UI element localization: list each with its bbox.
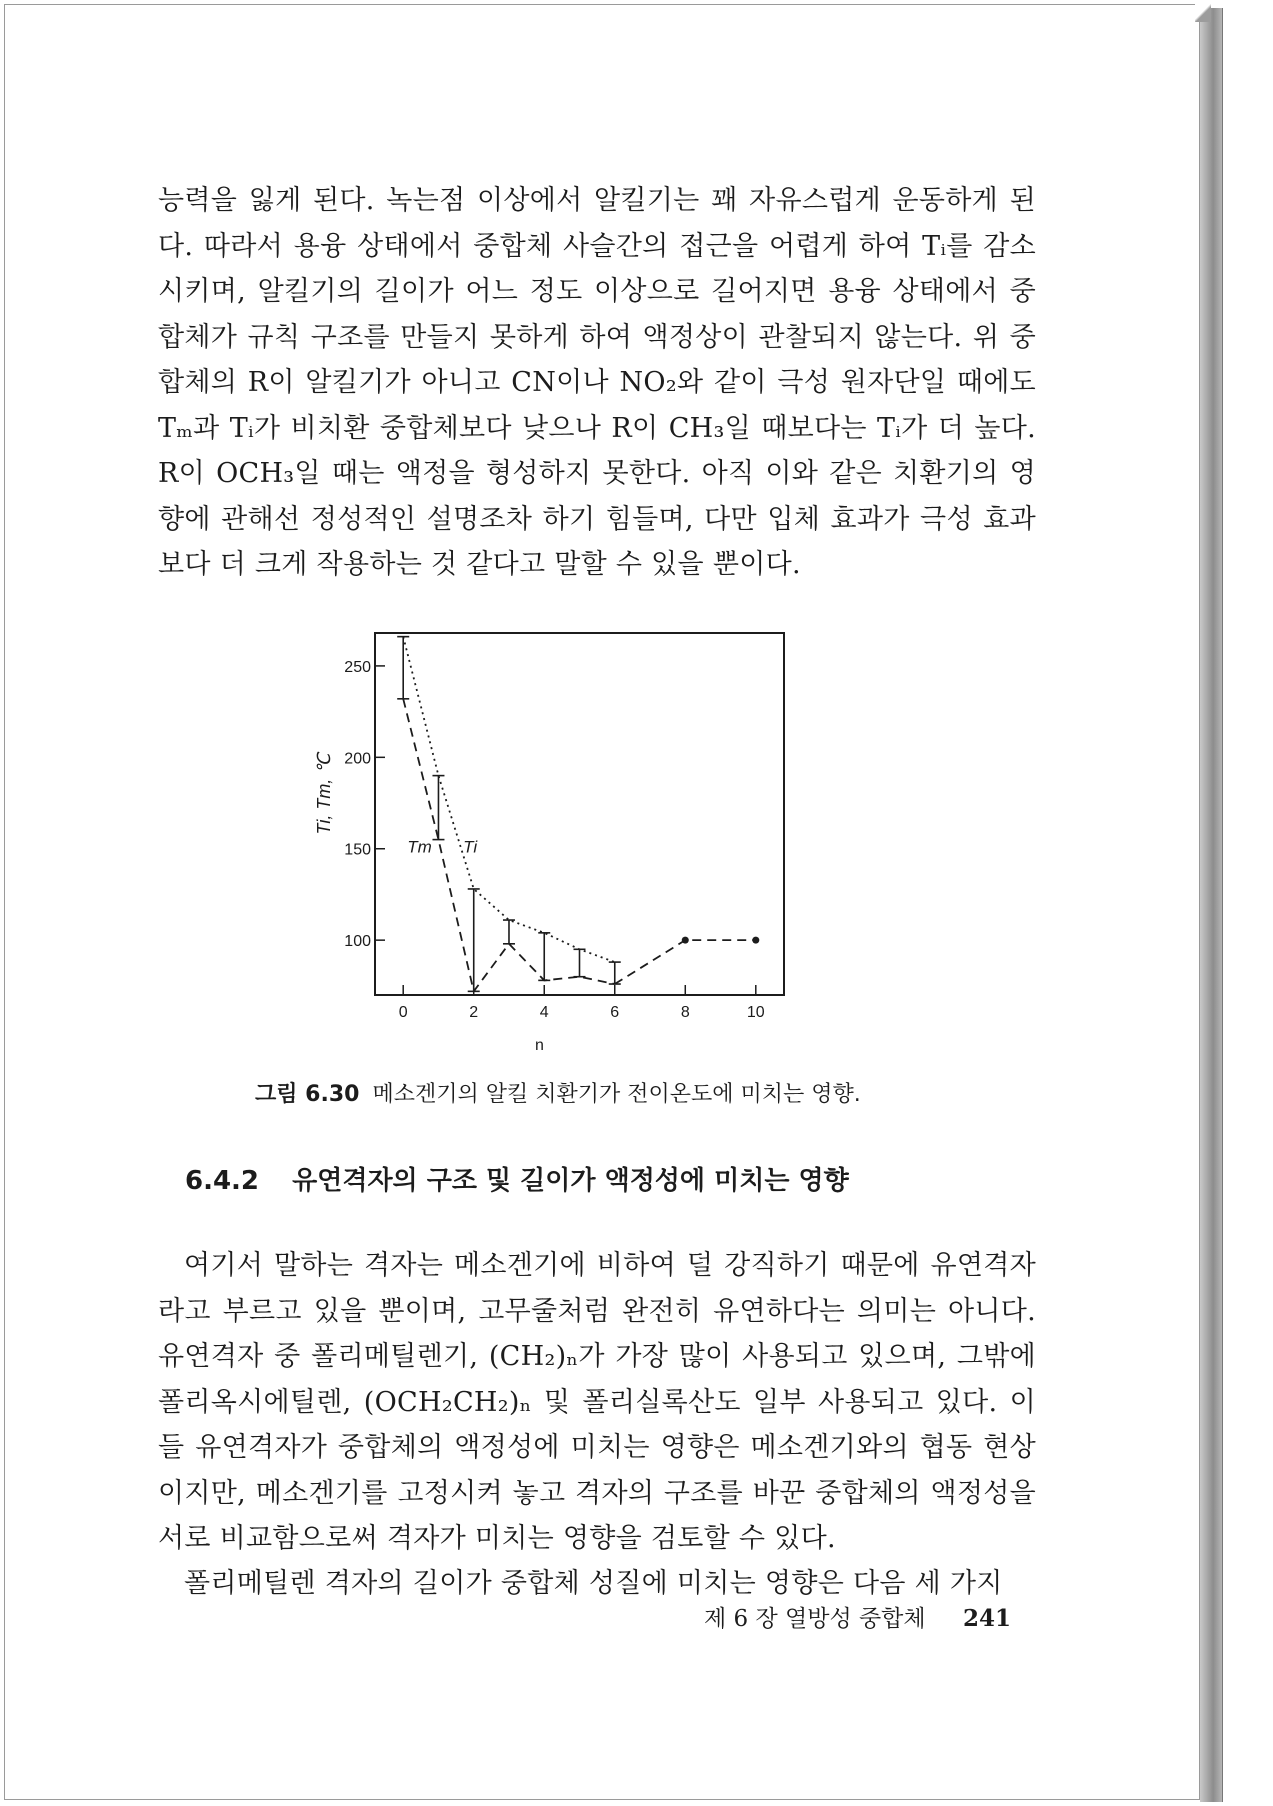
page-stack-edge — [1200, 8, 1223, 1802]
annotation-ti: Ti — [463, 837, 478, 857]
series-line-tm — [403, 699, 615, 992]
figure-caption-number: 그림 6.30 — [255, 1082, 360, 1107]
data-point — [682, 937, 689, 944]
y-tick-label: 200 — [344, 750, 371, 768]
y-axis-label: Ti, Tm, ℃ — [314, 753, 334, 835]
x-tick-label: 0 — [398, 1004, 408, 1021]
body-paragraph-3: 폴리메틸렌 격자의 길이가 중합체 성질에 미치는 영향은 다음 세 가지 — [184, 1568, 1003, 1599]
y-tick-label: 150 — [344, 841, 371, 859]
figure-caption — [255, 1080, 975, 1110]
transition-temperature-chart — [300, 618, 800, 1068]
x-tick-label: 6 — [610, 1004, 620, 1021]
chapter-title: 제 6 장 열방성 중합체 — [704, 1606, 926, 1632]
x-tick-label: 8 — [680, 1004, 690, 1021]
x-tick-label: 2 — [469, 1004, 479, 1021]
x-axis-label: n — [535, 1037, 544, 1054]
body-paragraph-2: 여기서 말하는 격자는 메소겐기에 비하여 덜 강직하기 때문에 유연격자라고 부르고 있을 뿐이며, 고무줄처럼 완전히 유연하다는 의미는 아니다. 유연격자 중 폴리메틸렌기, (CH₂)ₙ가 가장 많이 사용되고 있으며, 그밖에 폴리옥시에틸렌, (OCH₂CH₂)ₙ 및 폴리실록산도 일부 사용되고 있다. 이들 유연격자가 중합체의 액정성에 미치는 영향은 메소겐기와의 협동 현상이지만, 메소겐기를 고정시켜 놓고 격자의 구조를 바꾼 중합체의 액정성을 서로 비교함으로써 격자가 미치는 영향을 검토할 수 있다. — [158, 1250, 1036, 1554]
x-tick-label: 10 — [746, 1004, 765, 1021]
figure-6-30 — [300, 618, 800, 1068]
page-number: 241 — [962, 1605, 1011, 1632]
series-line-extension — [615, 940, 756, 984]
x-tick-label: 4 — [539, 1004, 549, 1021]
y-tick-label: 250 — [344, 658, 371, 676]
annotation-tm: Tm — [407, 837, 432, 857]
section-number: 6.4.2 — [185, 1166, 260, 1196]
data-point — [752, 937, 759, 944]
figure-caption-text: 메소겐기의 알킬 치환기가 전이온도에 미치는 영향. — [372, 1082, 861, 1107]
body-paragraph-1: 능력을 잃게 된다. 녹는점 이상에서 알킬기는 꽤 자유스럽게 운동하게 된다. 따라서 용융 상태에서 중합체 사슬간의 접근을 어렵게 하여 Tᵢ를 감소시키며, 알킬기의 길이가 어느 정도 이상으로 길어지면 용융 상태에서 중합체가 규칙 구조를 만들지 못하게 하여 액정상이 관찰되지 않는다. 위 중합체의 R이 알킬기가 아니고 CN이나 NO₂와 같이 극성 원자단일 때에도 Tₘ과 Tᵢ가 비치환 중합체보다 낮으나 R이 CH₃일 때보다는 Tᵢ가 더 높다. R이 OCH₃일 때는 액정을 형성하지 못한다. 아직 이와 같은 치환기의 영향에 관해선 정성적인 설명조차 하기 힘들며, 다만 입체 효과가 극성 효과보다 더 크게 작용하는 것 같다고 말할 수 있을 뿐이다. — [158, 185, 1036, 580]
running-footer — [704, 1604, 1034, 1634]
section-title: 유연격자의 구조 및 길이가 액정성에 미치는 영향 — [292, 1166, 849, 1196]
section-heading — [185, 1163, 985, 1199]
y-tick-label: 100 — [344, 933, 371, 951]
page-corner-fold — [1195, 4, 1211, 22]
series-line-ti — [403, 637, 615, 962]
